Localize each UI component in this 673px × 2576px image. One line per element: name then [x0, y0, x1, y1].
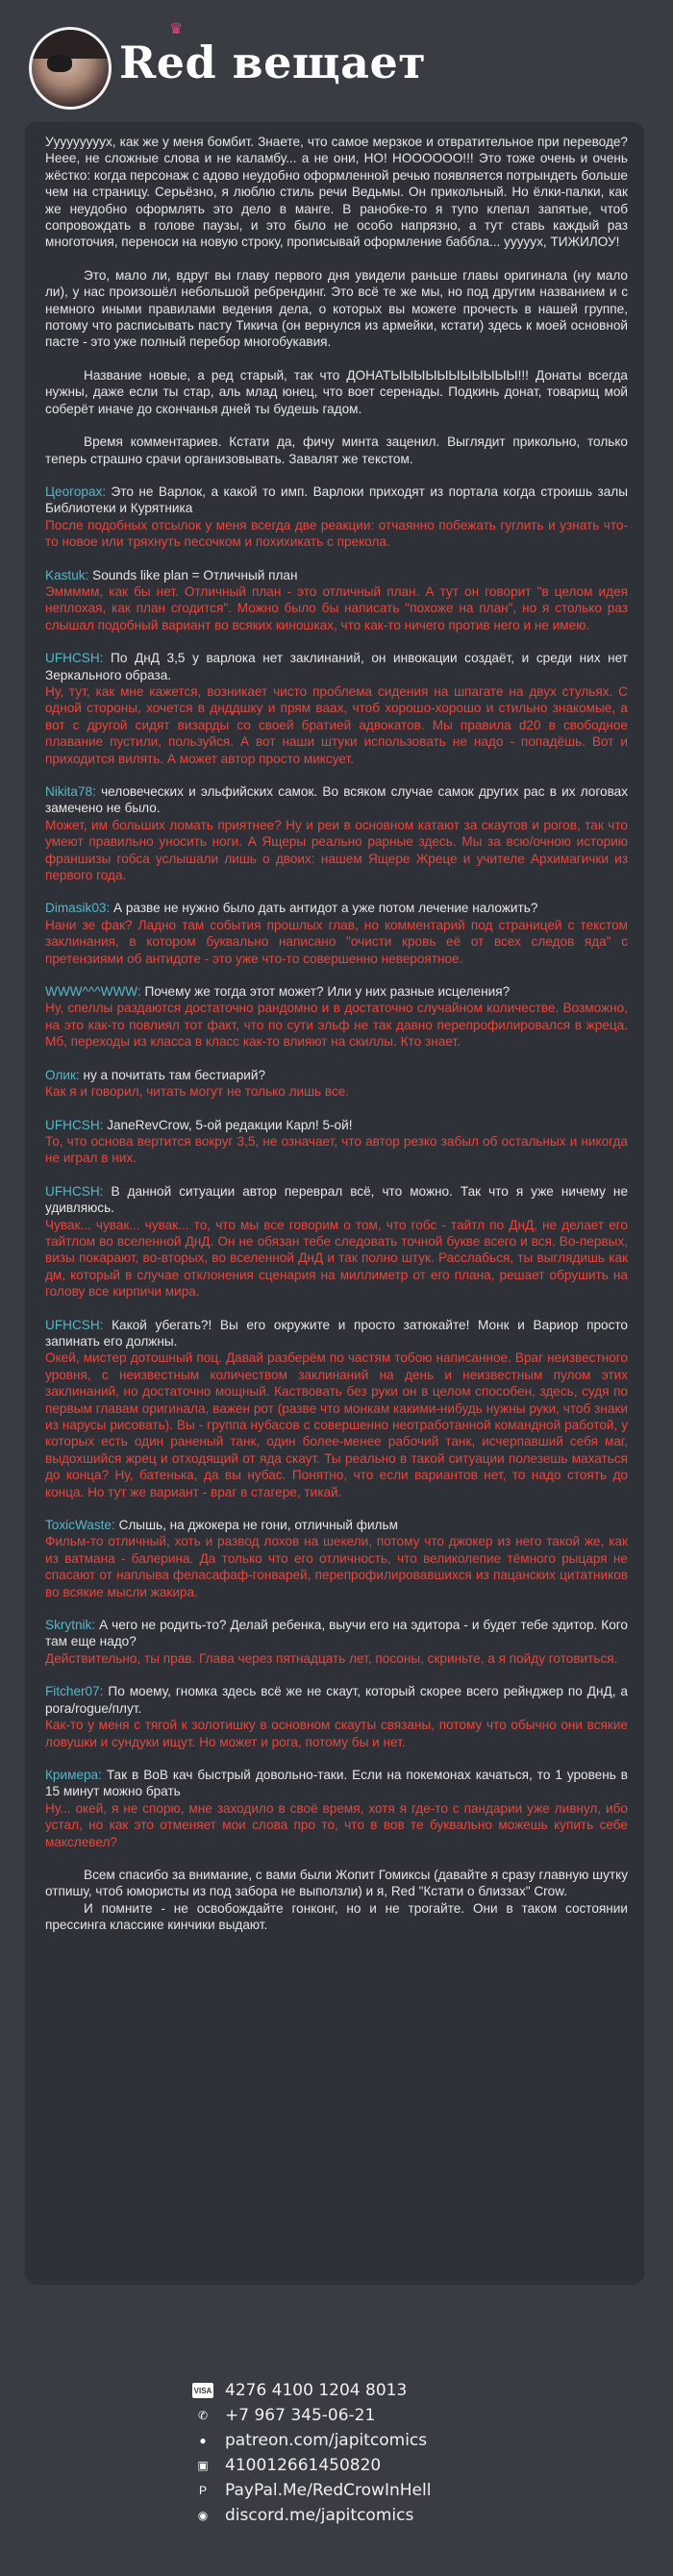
comment-block [45, 1317, 628, 1500]
comment-author: Kastuk: [45, 567, 89, 582]
contact-text[interactable]: 4276 4100 1204 8013 [225, 2381, 408, 2400]
contact-row [192, 2378, 577, 2403]
comment-author: UFHCSH: [45, 651, 104, 666]
comment [45, 650, 628, 683]
comment [45, 483, 628, 517]
comment-reply: Может, им больших ломать приятнее? Ну и реи в основном катают за скаутов и рогов, так что умеют правильно уносить ноги. А Ящеры реально рарные здесь. Мы за всю/очною историю франшизы гобса услышали лишь о двоих: нашем Ящере Жреце и учителе Архимагички из первого года. [45, 817, 628, 883]
eye-patch-icon [47, 55, 72, 72]
visa-icon: VISA [192, 2383, 213, 2398]
comment-block [45, 650, 628, 767]
comment-block [45, 1683, 628, 1750]
phone-icon: ✆ [197, 2409, 209, 2422]
comment [45, 1183, 628, 1217]
comment-text: По моему, гномка здесь всё же не скаут, который скорее всего рейнджер по ДнД, а рога/rogue/плут. [45, 1684, 628, 1716]
comment [45, 567, 628, 583]
contact-text[interactable]: patreon.com/japitcomics [225, 2431, 428, 2450]
comment-block [45, 1067, 628, 1101]
comment-block [45, 567, 628, 634]
comment-text: По ДнД 3,5 у варлока нет заклинаний, он инвокации создаёт, и среди них нет Зеркального образа. [45, 651, 628, 682]
closing-paragraph-2: И помните - не освобождайте гонконг, но и не трогайте. Они в таком состоянии прессинга классике кинчики выдают. [45, 1900, 628, 1933]
avatar [29, 27, 112, 110]
contact-text[interactable]: 410012661450820 [225, 2456, 382, 2475]
contact-text[interactable]: +7 967 345-06-21 [225, 2406, 376, 2425]
closing-paragraph: Всем спасибо за внимание, с вами были Жопит Гомиксы (давайте я сразу главную шутку отпишу, чтоб юмористы из под забора не выползли) и я, Red "Кстати о близзах" Crow. [45, 1867, 628, 1899]
comment-author: Олик: [45, 1067, 80, 1082]
comment-reply: Фильм-то отличный, хоть и развод лохов на шекели, потому что джокер из него такой же, как из ватмана - балерина. Да только что его отличность, что великолепие тёмного рыцаря не спасают от наплыва феласафаф-гонварей, перепрофилировавшихся из пацанских цитатников во всякие мысли жакира. [45, 1534, 628, 1599]
comment-block [45, 783, 628, 883]
patreon-icon: ● [199, 2434, 207, 2447]
comments-intro-paragraph: Время комментариев. Кстати да, фичу минта заценил. Выглядит прикольно, только теперь страшно срачи организовывать. Завалят же текстом. [45, 434, 628, 466]
avatar-hair [32, 30, 112, 59]
comment-reply: Действительно, ты прав. Глава через пятнадцать лет, посоны, скриньте, а я пойду готовиться. [45, 1650, 618, 1666]
comment-text: JaneRevCrow, 5-ой редакции Карл! 5-ой! [107, 1117, 353, 1132]
comment-reply: Чувак... чувак... чувак... то, что мы все говорим о том, что гобс - тайтл по ДнД, не делает его тайтлом во вселенной ДнД. Он не обязан тебе следовать точной букве всего и вся. Во-первых, визы покарают, во-вторых, во вселенной ДнД и так полно штук. Расслабься, ты выглядишь как дм, который в случае отклонения сценария на миллиметр от его плана, решает обрушить на голову все кирпичи мира. [45, 1217, 628, 1300]
contact-text[interactable]: discord.me/japitcomics [225, 2506, 414, 2525]
comment [45, 783, 628, 817]
comment-text: Sounds like plan = Отличный план [92, 567, 298, 582]
comment [45, 1617, 628, 1650]
comment-block [45, 900, 628, 967]
comment-text: А разве не нужно было дать антидот а уже потом лечение наложить? [113, 901, 538, 916]
page-title: Red вещает [119, 37, 427, 88]
comment-block [45, 1617, 628, 1667]
contact-row [192, 2478, 577, 2503]
message-card [25, 122, 644, 2285]
rebrand-paragraph: Это, мало ли, вдруг вы главу первого дня увидели раньше главы оригинала (ну мало ли), у нас произошёл небольшой ребрендинг. Это всё те же мы, но под другим названием и с немного иными правилами ведения дела, о которых вы можете прочесть в нашей группе, потому что расписывать пасту Тикича (он вернулся из армейки, кстати) здесь к моей основной пасте - это уже полный перебор многобукавия. [45, 267, 628, 350]
comment-block [45, 983, 628, 1051]
comment-reply: Как-то у меня с тягой к золотишку в основном скауты связаны, потому что обычно они всякие ловушки и сундуки ищут. Но может и рога, потому бы и нет. [45, 1718, 628, 1749]
comment-text: Почему же тогда этот может? Или у них разные исцеления? [144, 984, 511, 1000]
comment-text: Слышь, на джокера не гони, отличный фильм [118, 1518, 398, 1533]
contact-text[interactable]: PayPal.Me/RedCrowInHell [225, 2481, 432, 2500]
comment [45, 1067, 628, 1083]
comment-text: человеческих и эльфийских самок. Во всяком случае самок других рас в их логовах замечено не было. [45, 784, 629, 816]
comment-author: Nikita78: [45, 784, 96, 799]
comment-text: Какой убегать?! Вы его окружите и просто затюкайте! Монк и Вариор просто запинать его должны. [45, 1317, 628, 1349]
comment-author: ToxicWaste: [45, 1518, 115, 1533]
comment-reply: Ну... окей, я не спорю, мне заходило в своё время, хотя я где-то с пандарии уже ливнул, ибо устал, но как это отменяет мои слова про то, что в вов те буквально можешь купить себе макслевел? [45, 1800, 628, 1849]
comment-block [45, 483, 628, 551]
header [0, 0, 673, 130]
wallet-icon: ▣ [197, 2459, 209, 2472]
donate-paragraph: Название новые, а ред старый, так что ДОНАТЫЫЫЫЫЫЫЫЫЫЫ!!! Донаты всегда нужны, даже если ты стар, аль млад юнец, что воет серенады. Подкинь донат, товарищ мой соберёт иначе до скончанья дней ты будешь гадом. [45, 367, 628, 416]
comment-block [45, 1117, 628, 1167]
comment-reply: Ну, спеллы раздаются достаточно рандомно и в достаточно случайном количестве. Возможно, на это как-то повлиял тот факт, что по сути эльф не так давно перепрофилировался в жреца. Мб, переходы из класса в класс как-то влияют на скиллы. Кто знает. [45, 1001, 628, 1050]
comment-author: Кримера: [45, 1767, 102, 1782]
discord-icon: ◉ [197, 2509, 209, 2522]
comment [45, 900, 628, 916]
comment-text: Так в ВоВ кач быстрый довольно-таки. Если на покемонах качаться, то 1 уровень в 15 минут можно брать [45, 1767, 629, 1799]
comment-reply: Как я и говорил, читать могут не только лишь все. [45, 1084, 350, 1100]
comment-text: А чего не родить-то? Делай ребенка, выучи его на эдитора - и будет тебе эдитор. Кого там еще надо? [45, 1618, 628, 1649]
comment [45, 1317, 628, 1350]
contact-row [192, 2428, 577, 2453]
comment-reply: После подобных отсылок у меня всегда две реакции: отчаянно побежать гуглить и узнать что-то новое или тряхнуть песочком и похихикать с прекола. [45, 517, 628, 550]
comment [45, 1517, 628, 1533]
comment-author: Fitcher07: [45, 1684, 104, 1699]
contact-row [192, 2403, 577, 2428]
crown-icon: ♛ [169, 19, 184, 37]
comment-text: В данной ситуации автор переврал всё, что можно. Так что я уже ничему не удивляюсь. [45, 1183, 629, 1216]
contact-row [192, 2453, 577, 2478]
comment-author: Dimasik03: [45, 901, 111, 916]
message-content [45, 134, 628, 1934]
comment-reply: Эммммм, как бы нет. Отличный план - это отличный план. А тут он говорит "в целом идея неплохая, как план сгодится". Можно было бы написать "похоже на план", но я столько раз слышал подобный вариант во всяких киношках, что как-то ничего против него и не имею. [45, 583, 628, 632]
comment-author: UFHCSH: [45, 1117, 104, 1132]
comment-list [45, 483, 628, 1850]
comment-author: Цеогорах: [45, 483, 107, 499]
comment-author: Skrytnik: [45, 1618, 96, 1633]
intro-paragraph: Ууууууууух, как же у меня бомбит. Знаете, что самое мерзкое и отвратительное при переводе? Нееe, не сложные слова и не каламбу... а не они, НО! НООООOO!!! Это тоже очень и очень жёстко: когда персонаж с адово неудобно оформленной речью появляется потрындеть больше чем на страницу. Серьёзно, я люблю стиль речи Ведьмы. Он прикольный. Но ёлки-палки, как же неудобно оформлять это дело в манге. В ранобке-то я тупо клепал запятые, чтоб сопровождать в голове паузы, и это было не особо напрязно, а тут ставь каждый раз многоточия, переноси на новую строку, прописывай оформление баббла... ууууух, ТИЖИЛОУ! [45, 135, 628, 250]
comment-author: UFHCSH: [45, 1317, 104, 1332]
paypal-icon: P [198, 2484, 207, 2497]
comment-reply: То, что основа вертится вокруг 3,5, не означает, что автор резко забыл об остальных и никогда не играл в них. [45, 1133, 628, 1166]
comment-block [45, 1767, 628, 1850]
comment [45, 1117, 628, 1133]
comment-reply: Окей, мистер дотошный поц. Давай разберём по частям тобою написанное. Враг неизвестного уровня, с неизвестным количеством заклинаний на день и неизвестным пулом этих заклинаний, но достаточно мощный. Каствовать без руки он в целом способен, здесь, судя по первым главам оригинала, важен рот (разве что монкам какими-нибудь нужны руки, чтоб знаки из нарусы рисовать). Вы - группа нубасов с совершенно неотработанной командной работой, у которых есть один раненый танк, один более-менее рабочий танк, исчерпавший себя маг, выдохшийся жрец и отходящий от яда скаут. Ты реально в такой ситуации полезешь махаться до конца? Ну, батенька, да вы нубас. Понятно, что если вариантов нет, то надо стоять до конца. Но тут же вариант - враг в стагере, тикай. [45, 1350, 628, 1499]
comment-author: UFHCSH: [45, 1183, 104, 1199]
comment [45, 1767, 628, 1800]
contact-row [192, 2503, 577, 2528]
comment [45, 983, 628, 1000]
comment [45, 1683, 628, 1717]
comment-block [45, 1183, 628, 1300]
comment-text: Это не Варлок, а какой то имп. Варлоки приходят из портала когда строишь залы Библиотеки и Курятника [45, 483, 628, 516]
comment-author: WWW^^^WWW: [45, 984, 141, 1000]
comment-block [45, 1517, 628, 1600]
comment-text: ну а почитать там бестиарий? [83, 1067, 266, 1082]
footer-contacts [192, 2378, 577, 2528]
comment-reply: Ну, тут, как мне кажется, возникает чисто проблема сидения на шпагате на двух стульях. С одной стороны, хочется в днддшку и прям ваах, чтоб хорошо-хорошо и стильно знакомые, а вот с другой сидят визарды со своей братией адвокатов. Мы правила d20 в свободное плавание пустили, пользуйся. А вот наши штуки использовать не надо - попадёшь. Вот и приходится вилять. А может автор просто миксует. [45, 683, 628, 766]
comment-reply: Нани зе фак? Ладно там события прошлых глав, но комментарий под страницей с текстом заклинания, в котором буквально написано "очисти кровь её от всех следов яда" с претензиями об антидоте - это уже что-то совершенно невероятное. [45, 917, 628, 966]
